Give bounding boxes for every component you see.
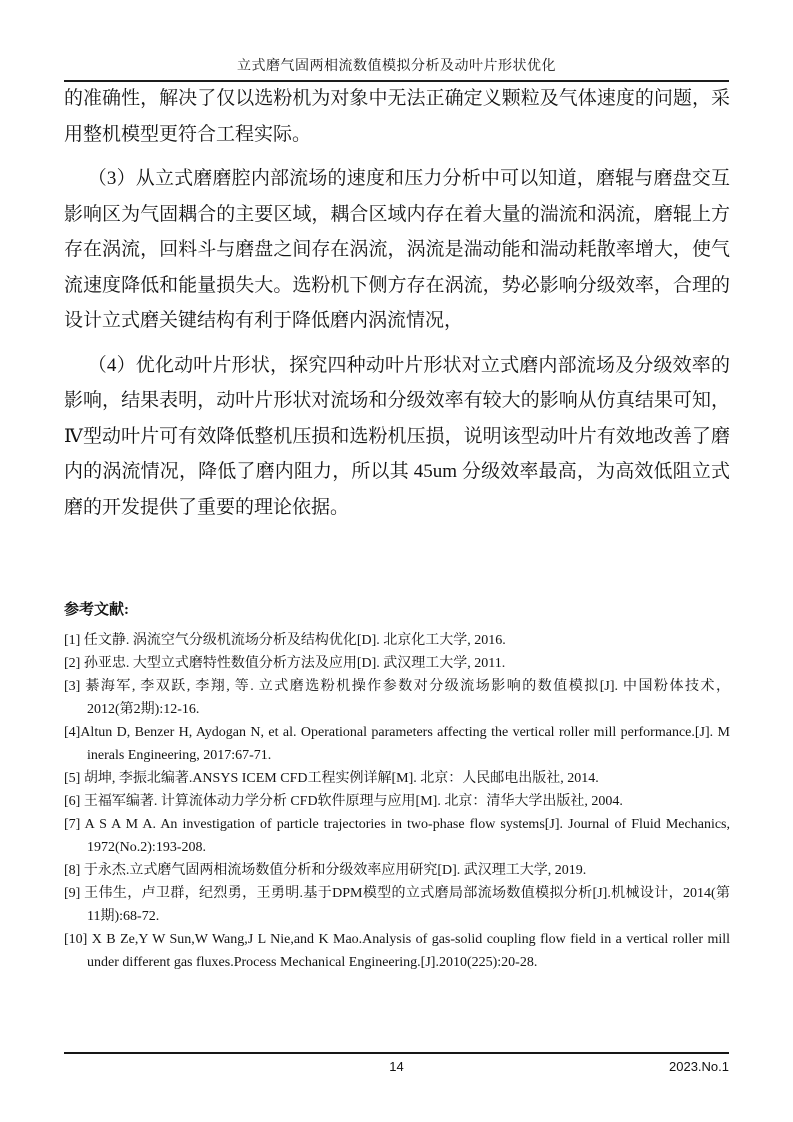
reference-line: 2012(第2期):12-16.: [87, 702, 200, 717]
reference-line: [8] 于永杰.立式磨气固两相流场数值分析和分级效率应用研究[D]. 武汉理工大学, 2019.: [64, 863, 587, 878]
reference-item: [64, 813, 730, 859]
reference-item: [64, 629, 730, 652]
reference-line: [4]Altun D, Benzer H, Aydogan N, et al. Operational parameters affecting the vertical roller mill performance.[J]. M: [64, 725, 730, 740]
reference-line: 11期):68-72.: [87, 909, 160, 924]
references-heading: 参考文献:: [64, 602, 129, 618]
running-header-title: 立式磨气固两相流数值模拟分析及动叶片形状优化: [237, 59, 556, 74]
body-text-block: [64, 81, 730, 534]
page-footer: [64, 1052, 729, 1084]
reference-item: [64, 652, 730, 675]
reference-line: [6] 王福军编著. 计算流体动力学分析 CFD软件原理与应用[M]. 北京：清华大学出版社, 2004.: [64, 794, 623, 809]
reference-item: [64, 882, 730, 928]
running-header: [64, 57, 729, 77]
reference-line: under different gas fluxes.Process Mechanical Engineering.[J].2010(225):20-28.: [87, 955, 538, 970]
reference-line: [7] A S A M A. An investigation of particle trajectories in two-phase flow systems[J]. Journal of Fluid Mechanics,: [64, 817, 730, 832]
reference-line: 1972(No.2):193-208.: [87, 840, 206, 855]
reference-line: [10] X B Ze,Y W Sun,W Wang,J L Nie,and K Mao.Analysis of gas-solid coupling flow field in a vertical roller mill: [64, 932, 730, 947]
reference-item: [64, 928, 730, 974]
body-paragraph: 的准确性，解决了仅以选粉机为对象中无法正确定义颗粒及气体速度的问题，采用整机模型更符合工程实际。: [64, 88, 730, 145]
reference-line: [2] 孙亚忠. 大型立式磨特性数值分析方法及应用[D]. 武汉理工大学, 2011.: [64, 656, 506, 671]
reference-line: [5] 胡坤, 李振北编著.ANSYS ICEM CFD工程实例详解[M]. 北京：人民邮电出版社, 2014.: [64, 771, 599, 786]
body-paragraph: （4）优化动叶片形状，探究四种动叶片形状对立式磨内部流场及分级效率的影响，结果表明，动叶片形状对流场和分级效率有较大的影响从仿真结果可知，Ⅳ型动叶片可有效降低整机压损和选粉机压损，说明该型动叶片有效地改善了磨内的涡流情况，降低了磨内阻力，所以其 45um 分级效率最高，为高效低阻立式磨的开发提供了重要的理论依据。: [64, 354, 730, 518]
references-section: [64, 598, 730, 974]
reference-item: [64, 767, 730, 790]
reference-line: [3] 綦海军, 李双跃, 李翔, 等. 立式磨选粉机操作参数对分级流场影响的数值模拟[J]. 中国粉体技术，: [64, 679, 730, 694]
reference-line: [1] 任文静. 涡流空气分级机流场分析及结构优化[D]. 北京化工大学, 2016.: [64, 633, 506, 648]
references-list: [64, 629, 730, 974]
reference-item: [64, 790, 730, 813]
reference-line: inerals Engineering, 2017:67-71.: [87, 748, 272, 763]
reference-item: [64, 675, 730, 721]
reference-line: [9] 王伟生，卢卫群，纪烈勇，王勇明.基于DPM模型的立式磨局部流场数值模拟分析[J].机械设计，2014(第: [64, 886, 730, 901]
body-paragraph: （3）从立式磨磨腔内部流场的速度和压力分析中可以知道，磨辊与磨盘交互影响区为气固耦合的主要区域，耦合区域内存在着大量的湍流和涡流，磨辊上方存在涡流，回料斗与磨盘之间存在涡流，涡流是湍动能和湍动耗散率增大，使气流速度降低和能量损失大。选粉机下侧方存在涡流，势必影响分级效率，合理的设计立式磨关键结构有利于降低磨内涡流情况，: [64, 168, 730, 331]
reference-item: [64, 859, 730, 882]
issue-label: 2023.No.1: [669, 1059, 729, 1074]
page-number: 14: [389, 1059, 404, 1074]
reference-item: [64, 721, 730, 767]
